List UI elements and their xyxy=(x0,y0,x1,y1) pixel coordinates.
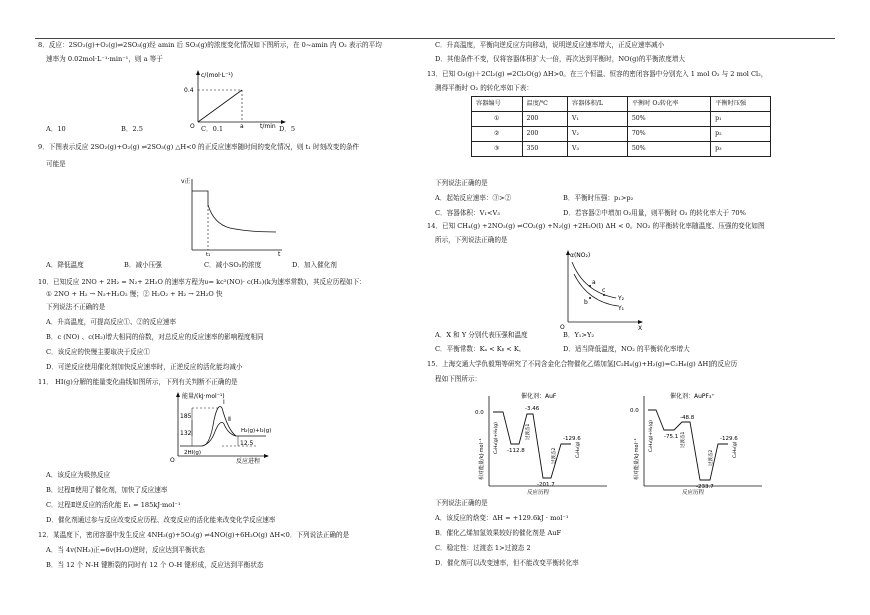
table-cell: p₃ xyxy=(711,142,771,157)
q9-xlabel: t xyxy=(278,251,281,258)
table-header: 容器编号 xyxy=(472,97,523,112)
q11-option-d[interactable]: D．催化剂通过参与反应改变反应历程、改变反应的活化能来改变化学反应速率 xyxy=(46,516,276,524)
q9-xtick: t₁ xyxy=(206,252,211,258)
q14-point-c: c xyxy=(602,287,606,294)
q14-option-a[interactable]: A．X 和 Y 分别代表压强和温度 xyxy=(435,331,528,339)
table-cell: 70% xyxy=(627,127,710,142)
q13-options-row2 xyxy=(435,210,746,218)
q11-product: H₂(g)+I₂(g) xyxy=(241,428,272,434)
table-cell: ① xyxy=(472,112,523,127)
q8-stem-line2: 速率为 0.02mol·L⁻¹·min⁻¹，则 a 等于 xyxy=(46,55,163,63)
q15-fig1-ylabel: 相对能量/kJ·mol⁻¹ xyxy=(479,438,485,480)
table-header: 平衡时 O₂转化率 xyxy=(627,97,710,112)
q15-energy-diagram-auf xyxy=(467,386,617,496)
q15-fig2-zero: 0.0 xyxy=(630,408,639,414)
table-header: 容器体积/L xyxy=(568,97,628,112)
table-row xyxy=(472,112,771,127)
table-header: 平衡时压强 xyxy=(711,97,771,112)
table-header-row xyxy=(472,97,771,112)
table-cell: p₁ xyxy=(711,112,771,127)
q14-conversion-graph xyxy=(558,248,650,332)
q13-option-d[interactable]: D．若容器②中增加 O₂用量，则平衡时 O₂ 的转化率大于 70% xyxy=(563,209,746,217)
q10-option-c[interactable]: C．该反应的快慢主要取决于反应① xyxy=(46,348,150,356)
q13-option-c[interactable]: C．容器体积：V₁<V₃ xyxy=(435,209,500,217)
q8-option-d[interactable]: D．5 xyxy=(279,125,296,133)
q15-fig2-ts1-energy: -48.8 xyxy=(680,415,695,421)
q15-fig1-catalyst: 催化剂：AuF xyxy=(521,393,557,400)
q10-stem-line2: ① 2NO + H₂ → N₂+H₂O₂ 慢；② H₂O₂ + H₂ → 2H₂O 快 xyxy=(46,290,223,298)
q15-fig2-intermediate: -75.1 xyxy=(664,434,679,440)
q11-energy-diagram xyxy=(166,390,306,464)
table-cell: 200 xyxy=(522,112,568,127)
q9-option-a[interactable]: A．降低温度 xyxy=(46,261,84,269)
q12-option-d[interactable]: D．其他条件不变，仅将容器体积扩大一倍，再次达到平衡时，NO(g)的平衡浓度增大 xyxy=(435,55,686,63)
q14-xlabel: X xyxy=(638,325,643,332)
table-cell: V₂ xyxy=(568,127,628,142)
q15-fig2-catalyst: 催化剂：AuPF₃⁺ xyxy=(670,393,715,400)
q15-fig1-end: C₂H₆(g) xyxy=(576,441,581,458)
q15-fig2-start: C₂H₄(g)+H₂(g) xyxy=(649,420,654,452)
q11-xlabel: 反应进程 xyxy=(236,458,261,465)
q8-option-c[interactable]: C．0.1 xyxy=(201,125,224,133)
q8-option-b[interactable]: B．2.5 xyxy=(121,125,143,133)
q12-option-a[interactable]: A．当 4v(NH₃)正=6v(H₂O)逆时，反应达到平衡状态 xyxy=(46,546,205,554)
table-header: 温度/℃ xyxy=(522,97,568,112)
q13-option-a[interactable]: A．起始反应速率：③>② xyxy=(435,194,512,202)
table-row xyxy=(472,127,771,142)
q15-fig1-zero: 0.0 xyxy=(475,410,484,416)
q14-curve-y2: Y₂ xyxy=(618,295,625,302)
q14-point-b: b xyxy=(584,299,588,306)
q8-options xyxy=(46,126,295,134)
q13-stem-line3: 下列说法正确的是 xyxy=(435,179,488,187)
table-cell: 50% xyxy=(627,142,710,157)
q9-option-d[interactable]: D．加入催化剂 xyxy=(292,261,337,269)
q14-ylabel: α(NO₂) xyxy=(570,252,591,259)
q12-option-c[interactable]: C．升高温度，平衡向逆反应方向移动，说明逆反应速率增大，正反应速率减小 xyxy=(435,41,665,49)
q15-fig1-ts2: 过渡态2 xyxy=(552,447,557,464)
q15-option-b[interactable]: B．催化乙烯加氢效果较好的催化剂是 AuF xyxy=(435,529,562,537)
q14-options-row1 xyxy=(435,332,594,340)
q9-ylabel: v正 xyxy=(181,178,191,185)
q14-point-a: a xyxy=(592,279,596,286)
q15-fig1-start: C₂H₄(g)+H₂(g) xyxy=(494,422,499,454)
q15-fig1-product-energy: -129.6 xyxy=(563,436,581,442)
table-row xyxy=(472,142,771,157)
q15-option-c[interactable]: C．稳定性：过渡态 1>过渡态 2 xyxy=(435,544,531,552)
q15-fig1-min: -201.7 xyxy=(537,482,555,488)
q13-options-row1 xyxy=(435,195,633,203)
q14-option-c[interactable]: C．平衡常数：Kₐ < Kᵦ < K꜀ xyxy=(435,345,522,353)
q10-option-d[interactable]: D．可逆反应使用催化剂加快反应速率时，正逆反应的活化能均减小 xyxy=(46,363,243,371)
q13-option-b[interactable]: B．平衡时压强：p₁>p₂ xyxy=(563,194,634,202)
table-cell: V₁ xyxy=(568,112,628,127)
q8-ylabel: c/(mol·L⁻¹) xyxy=(201,72,234,79)
q11-option-c[interactable]: C．过程Ⅱ逆反应的活化能 E₁ = 185kJ·mol⁻¹ xyxy=(46,501,181,509)
table-cell: ③ xyxy=(472,142,523,157)
q15-stem-line3: 下列说法正确的是 xyxy=(435,499,488,507)
q15-energy-diagram-aupf3 xyxy=(622,386,772,496)
q14-option-b[interactable]: B．Y₁>Y₂ xyxy=(563,331,594,339)
q8-option-a[interactable]: A．10 xyxy=(46,125,66,133)
table-cell: V₃ xyxy=(568,142,628,157)
q15-fig1-ts1: 过渡态1 xyxy=(526,423,531,440)
q10-option-a[interactable]: A．升高温度，可提高反应①、②的反应速率 xyxy=(46,318,177,326)
q10-stem-line1: 10．已知反应 2NO + 2H₂ = N₂+ 2H₂O 的速率方程为υ= kc²(NO)· c(H₂)(k为速率常数)，其反应历程如下： xyxy=(38,278,366,286)
q11-stem: 11． HI(g)分解的能量变化曲线如图所示，下列有关判断不正确的是 xyxy=(38,378,238,386)
q15-stem-line2: 程如下图所示： xyxy=(435,375,482,383)
q15-option-d[interactable]: D．催化剂可以改变速率，但不能改变平衡转化率 xyxy=(435,559,579,567)
q15-fig2-min: -233.7 xyxy=(696,484,714,490)
table-cell: ② xyxy=(472,127,523,142)
q13-stem-line2: 测得平衡时 O₂ 的转化率如下表： xyxy=(435,84,533,92)
q14-stem-line2: 所示，下列说法正确的是 xyxy=(435,236,508,244)
q15-stem-line1: 15．上海交通大学仇毅翔等研究了不同含金化合物催化乙烯加氢[C₂H₄(g)+H₂(g)=C₂H₆(g) ΔH]的反应历 xyxy=(427,360,738,368)
q9-options xyxy=(46,262,337,270)
table-cell: 350 xyxy=(522,142,568,157)
table-cell: 50% xyxy=(627,112,710,127)
q11-reactant: 2HI(g) xyxy=(184,450,202,456)
q10-option-b[interactable]: B．c (NO) 、c(H₂)增大相同的倍数，对总反应的反应速率的影响程度相同 xyxy=(46,333,264,341)
q14-stem-line1: 14．已知 CH₄(g) +2NO₂(g) ⇌CO₂(g) +N₂(g) +2H₂O(l) ΔH < 0。NO₂ 的平衡转化率随温度、压强的变化如图 xyxy=(427,222,765,230)
q11-value-12-5: 12.5 xyxy=(240,440,254,447)
q15-fig1-ts1-energy: -3.46 xyxy=(525,406,540,412)
q11-option-b[interactable]: B．过程Ⅱ使用了催化剂，加快了反应速率 xyxy=(46,486,168,494)
q10-stem-line3: 下列说法不正确的是 xyxy=(46,303,106,311)
q11-value-132: 132 xyxy=(180,430,192,437)
q9-rate-graph xyxy=(178,174,290,256)
q15-fig2-product-energy: -129.6 xyxy=(720,436,738,442)
q8-origin: O xyxy=(190,123,195,130)
q11-option-a[interactable]: A．该反应为吸热反应 xyxy=(46,471,111,479)
q15-option-a[interactable]: A．该反应的焓变：ΔH = +129.6kJ · mol⁻¹ xyxy=(435,514,569,522)
q14-options-row2 xyxy=(435,346,690,354)
q14-option-d[interactable]: D．适当降低温度，NO₂ 的平衡转化率增大 xyxy=(563,345,690,353)
q15-fig1-xlabel: 反应历程 xyxy=(527,490,550,496)
q11-origin: O xyxy=(170,457,175,464)
q15-fig2-end: C₂H₆(g) xyxy=(733,441,738,458)
q8-xlabel: t/min xyxy=(260,123,276,130)
q11-ylabel: 能量/(kJ·mol⁻¹) xyxy=(182,393,225,400)
q15-fig2-xlabel: 反应历程 xyxy=(682,490,705,496)
header-rule xyxy=(35,38,835,39)
q11-label-i: Ⅰ xyxy=(223,399,225,406)
q8-xtick: a xyxy=(240,123,244,130)
q8-ytick: 0.4 xyxy=(184,87,194,94)
q15-fig2-ylabel: 相对能量/kJ·mol⁻¹ xyxy=(634,438,640,480)
q9-stem-line1: 9．下图表示反应 2SO₂(g)+O₂(g) ⇌2SO₃(g) △H<0 的正反应速率随时间的变化情况，则 t₁ 时刻改变的条件 xyxy=(38,143,360,151)
q13-table xyxy=(471,96,771,157)
q9-option-b[interactable]: B．减小压强 xyxy=(124,261,162,269)
q12-option-b[interactable]: B．当 12 个 N-H 键断裂的同时有 12 个 O-H 键形成，反应达到平衡状态 xyxy=(46,561,264,569)
q11-value-185: 185 xyxy=(180,413,192,420)
q9-option-c[interactable]: C．减小SO₃的浓度 xyxy=(204,261,262,269)
q15-fig2-ts2: 过渡态2 xyxy=(709,449,714,466)
q15-fig1-intermediate: -112.8 xyxy=(507,448,525,454)
q14-curve-y1: Y₁ xyxy=(618,305,625,312)
q12-stem: 12．某温度下，密闭容器中发生反应 4NH₃(g)+5O₂(g) ⇌4NO(g)+6H₂O(g) ΔH<0．下列说法正确的是 xyxy=(38,531,350,539)
q9-stem-line2: 可能是 xyxy=(46,160,66,168)
q8-stem-line1: 8．反应：2SO₂(g)+O₂(g)⇌2SO₃(g)经 amin 后 SO₃(g)的浓度变化情况如下图所示，在 0~amin 内 O₂ 表示的平均 xyxy=(38,41,382,49)
q15-fig2-ts1: 过渡态1 xyxy=(681,431,686,448)
table-cell: 200 xyxy=(522,127,568,142)
q13-stem-line1: 13．已知 O₂(g)＋2Cl₂(g) ⇌2Cl₂O(g) ΔH>0。在三个恒温、恒容的密闭容器中分别充入 1 mol O₂ 与 2 mol Cl₂， xyxy=(427,70,768,78)
table-cell: p₂ xyxy=(711,127,771,142)
q11-label-ii: Ⅱ xyxy=(228,416,231,423)
q14-origin: O xyxy=(560,324,565,331)
